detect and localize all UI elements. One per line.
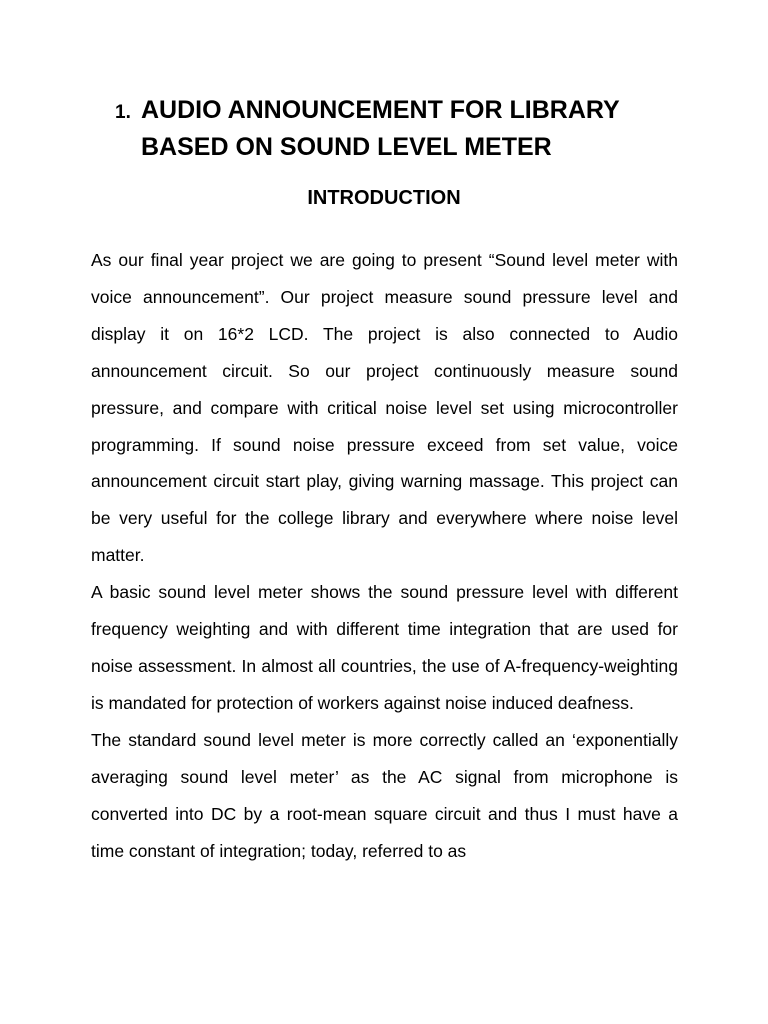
section-heading: INTRODUCTION (307, 187, 461, 209)
paragraph-intro: As our final year project we are going to present “Sound level meter with voice announcement”. Our project measure sound pressure level and display it on 16*2 LCD. The project is also connected to Audio announcement circuit. So our project continuously measure sound pressure, and compare with critical noise level set using microcontroller programming. If sound noise pressure exceed from set value, voice announcement circuit start play, giving warning massage. This project can be very useful for the college library and everywhere where noise level matter. (91, 250, 678, 566)
title-line-1 (115, 93, 675, 130)
document-body (91, 242, 678, 869)
title-text-line-1: AUDIO ANNOUNCEMENT FOR LIBRARY (141, 96, 620, 124)
section-number: 1. (115, 102, 131, 123)
paragraph-basic-meter: A basic sound level meter shows the sound pressure level with different frequency weighting and with different time integration that are used for noise assessment. In almost all countries, the use of A-frequency-weighting is mandated for protection of workers against noise induced deafness. (91, 582, 678, 713)
document-title (115, 93, 675, 164)
paragraph-standard-meter: The standard sound level meter is more correctly called an ‘exponentially averaging sound level meter’ as the AC signal from microphone is converted into DC by a root-mean square circuit and thus I must have a time constant of integration; today, referred to as (91, 729, 678, 861)
title-text-line-2: BASED ON SOUND LEVEL METER (141, 133, 552, 161)
